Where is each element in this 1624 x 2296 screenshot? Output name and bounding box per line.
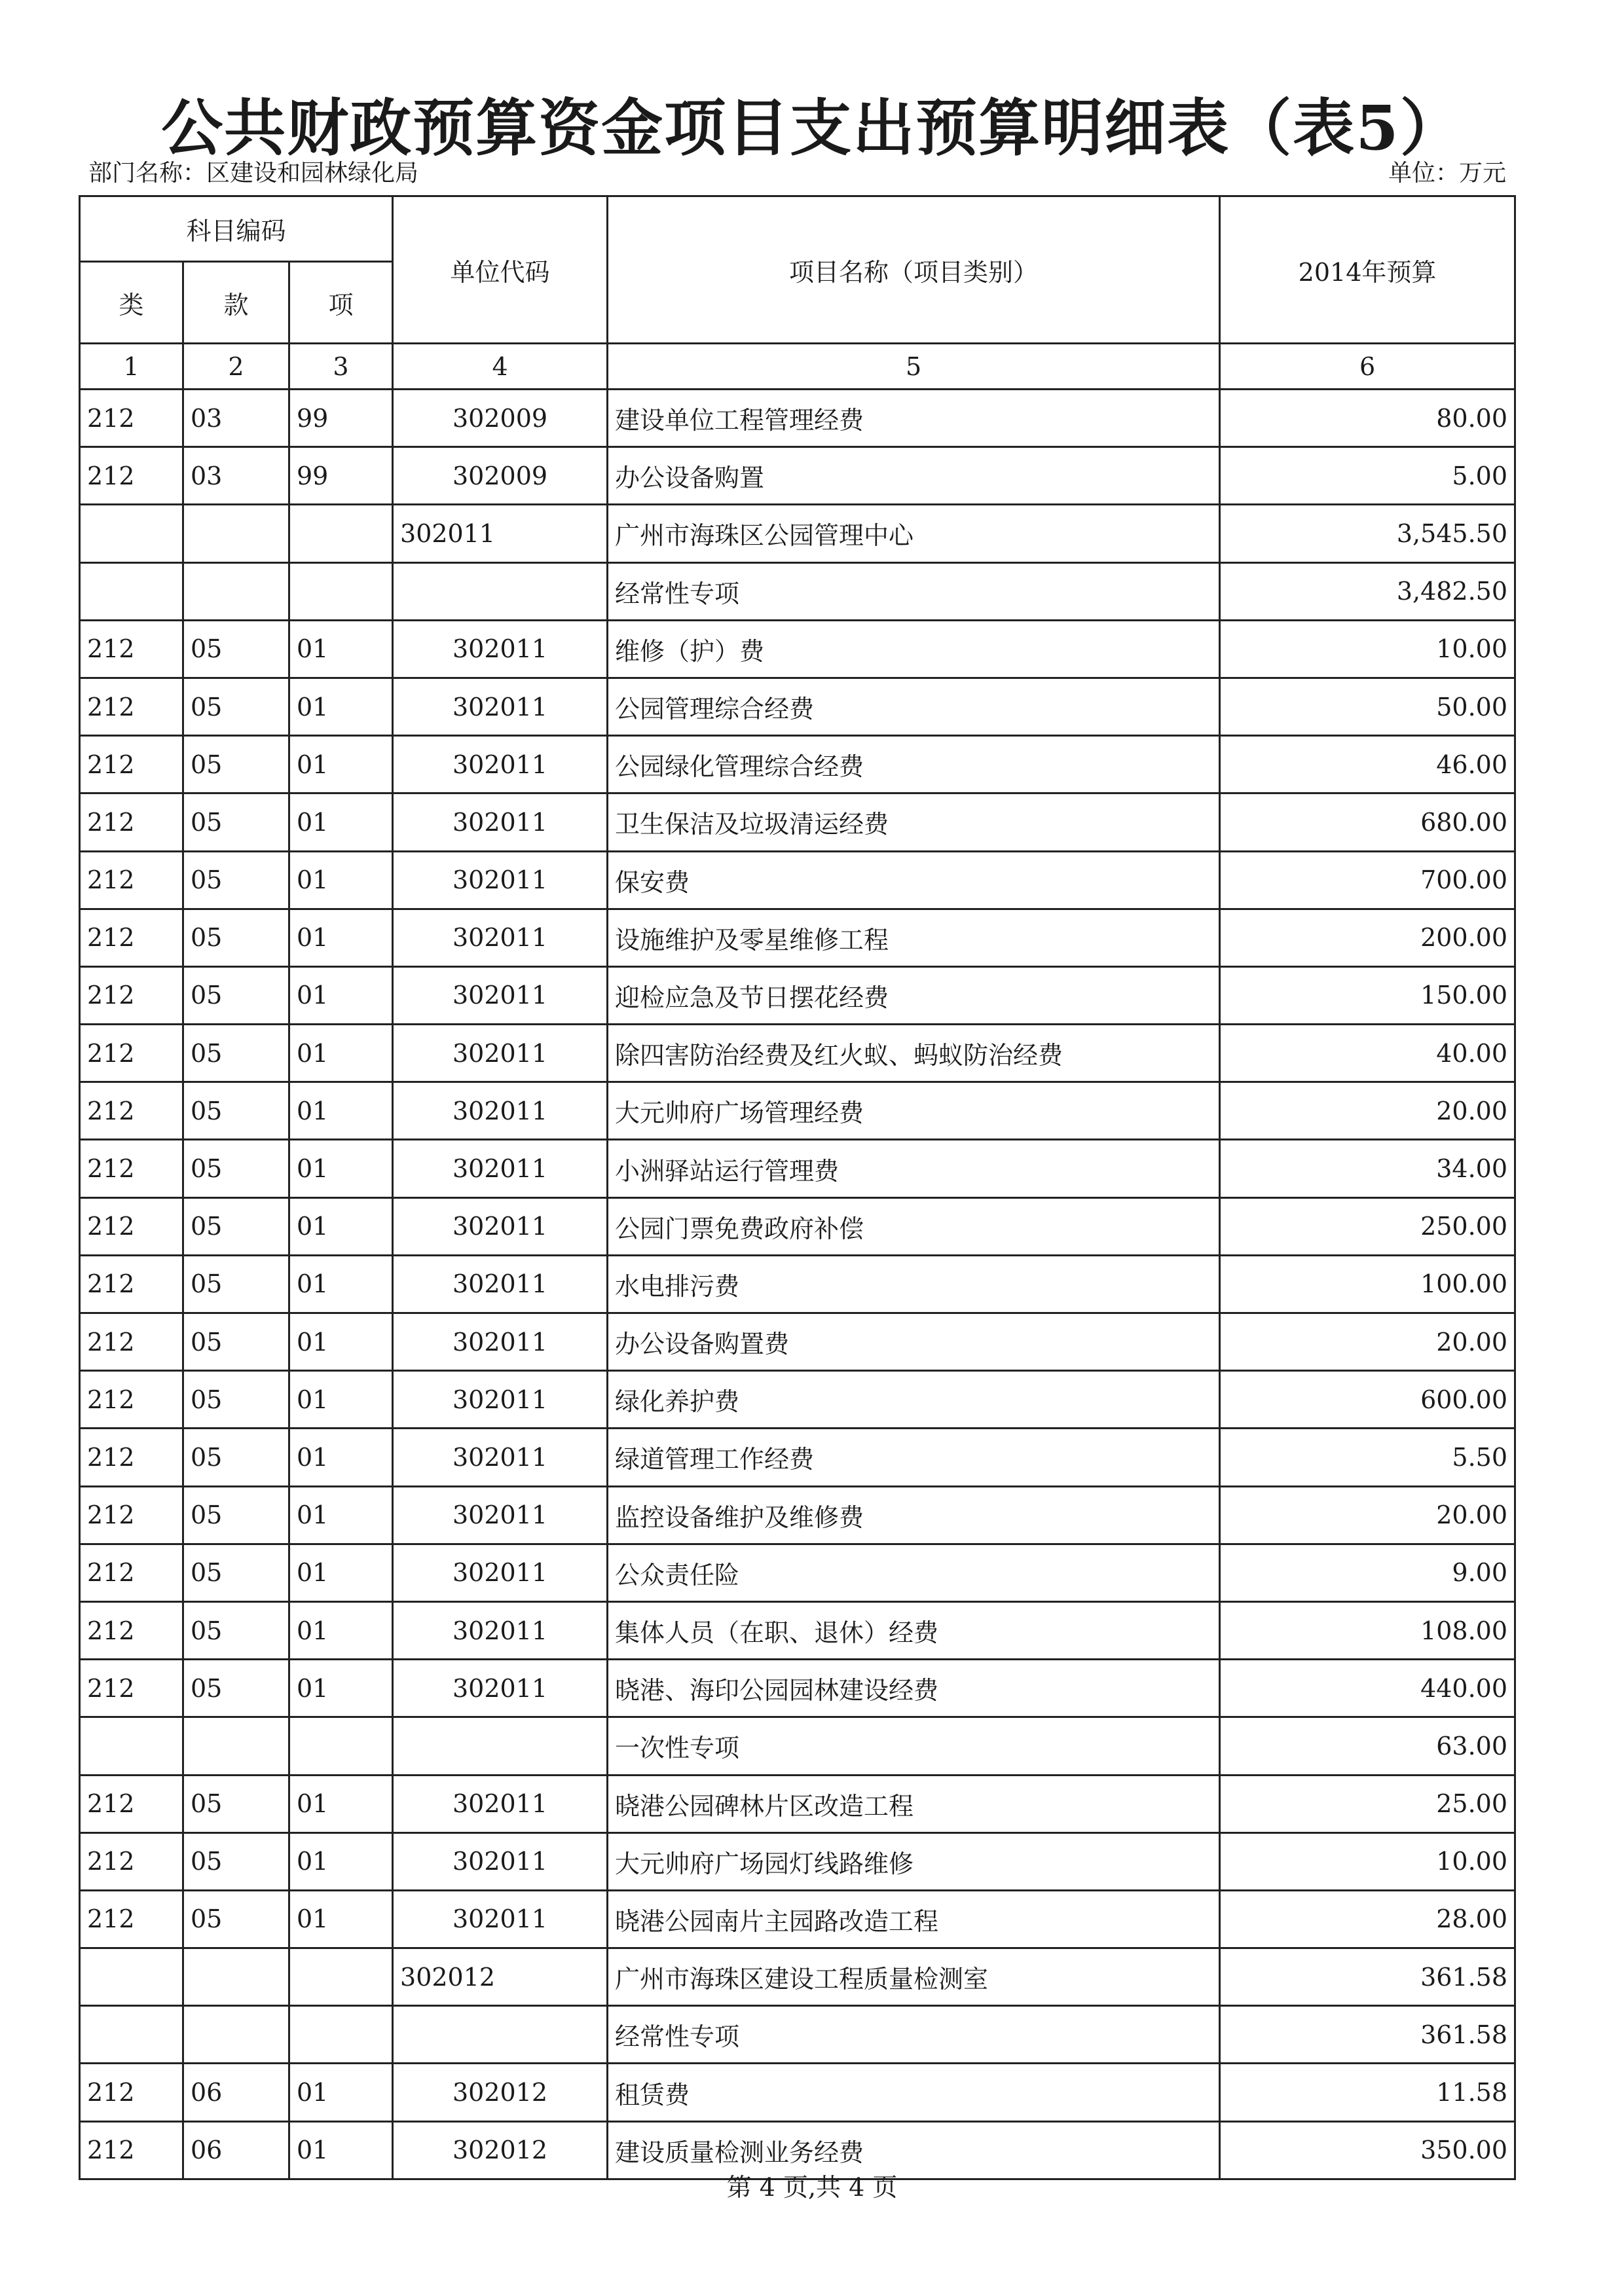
cell-unit-code: 302011 xyxy=(393,505,608,562)
cell-amount: 680.00 xyxy=(1220,793,1515,851)
cell-amount: 100.00 xyxy=(1220,1255,1515,1313)
cell-amount: 108.00 xyxy=(1220,1601,1515,1659)
cell-unit-code: 302011 xyxy=(393,1486,608,1544)
cell-kuan: 05 xyxy=(183,620,289,678)
cell-kuan xyxy=(183,1948,289,2006)
cell-unit-code: 302011 xyxy=(393,793,608,851)
cell-kuan: 05 xyxy=(183,793,289,851)
cell-kuan xyxy=(183,562,289,620)
cell-unit-code: 302011 xyxy=(393,678,608,735)
cell-lei: 212 xyxy=(80,793,183,851)
cell-kuan: 05 xyxy=(183,1660,289,1717)
cell-lei: 212 xyxy=(80,966,183,1024)
table-row xyxy=(80,1313,1515,1371)
cell-project-name: 绿化养护费 xyxy=(608,1371,1220,1429)
cell-amount: 250.00 xyxy=(1220,1197,1515,1255)
cell-xiang: 01 xyxy=(289,2121,393,2179)
cell-kuan: 05 xyxy=(183,678,289,735)
cell-unit-code: 302011 xyxy=(393,1890,608,1948)
cell-lei: 212 xyxy=(80,1197,183,1255)
table-row xyxy=(80,909,1515,966)
table-row xyxy=(80,1140,1515,1197)
cell-xiang: 01 xyxy=(289,2064,393,2121)
cell-amount: 9.00 xyxy=(1220,1544,1515,1601)
cell-unit-code: 302011 xyxy=(393,1429,608,1486)
budget-table xyxy=(79,195,1516,2180)
cell-xiang: 01 xyxy=(289,966,393,1024)
cell-unit-code: 302012 xyxy=(393,2121,608,2179)
cell-unit-code: 302011 xyxy=(393,736,608,793)
cell-amount: 361.58 xyxy=(1220,2006,1515,2064)
table-row xyxy=(80,1832,1515,1890)
header-lei: 类 xyxy=(80,262,183,344)
cell-xiang: 01 xyxy=(289,1775,393,1832)
cell-project-name: 水电排污费 xyxy=(608,1255,1220,1313)
cell-kuan: 05 xyxy=(183,909,289,966)
cell-lei xyxy=(80,2006,183,2064)
cell-kuan: 05 xyxy=(183,1601,289,1659)
cell-xiang: 01 xyxy=(289,678,393,735)
table-row xyxy=(80,1486,1515,1544)
cell-amount: 50.00 xyxy=(1220,678,1515,735)
index-cell: 5 xyxy=(608,344,1220,390)
cell-unit-code: 302011 xyxy=(393,1660,608,1717)
cell-project-name: 办公设备购置 xyxy=(608,447,1220,505)
table-row xyxy=(80,1948,1515,2006)
cell-unit-code: 302011 xyxy=(393,1025,608,1082)
cell-xiang: 01 xyxy=(289,1255,393,1313)
index-cell: 2 xyxy=(183,344,289,390)
table-row xyxy=(80,1197,1515,1255)
cell-project-name: 设施维护及零星维修工程 xyxy=(608,909,1220,966)
cell-kuan: 05 xyxy=(183,1197,289,1255)
cell-kuan: 05 xyxy=(183,1371,289,1429)
cell-kuan: 05 xyxy=(183,1832,289,1890)
index-cell: 4 xyxy=(393,344,608,390)
table-row xyxy=(80,2064,1515,2121)
cell-kuan: 05 xyxy=(183,1313,289,1371)
cell-amount: 10.00 xyxy=(1220,620,1515,678)
cell-lei: 212 xyxy=(80,1371,183,1429)
cell-lei: 212 xyxy=(80,909,183,966)
cell-xiang: 01 xyxy=(289,1890,393,1948)
table-row xyxy=(80,793,1515,851)
cell-project-name: 租赁费 xyxy=(608,2064,1220,2121)
cell-project-name: 除四害防治经费及红火蚁、蚂蚁防治经费 xyxy=(608,1025,1220,1082)
cell-unit-code: 302011 xyxy=(393,1832,608,1890)
header-xiang: 项 xyxy=(289,262,393,344)
cell-project-name: 迎检应急及节日摆花经费 xyxy=(608,966,1220,1024)
header-kuan: 款 xyxy=(183,262,289,344)
cell-kuan: 05 xyxy=(183,1429,289,1486)
cell-xiang xyxy=(289,562,393,620)
cell-project-name: 一次性专项 xyxy=(608,1717,1220,1775)
cell-kuan: 03 xyxy=(183,447,289,505)
cell-unit-code: 302011 xyxy=(393,620,608,678)
cell-lei: 212 xyxy=(80,1082,183,1140)
cell-amount: 3,545.50 xyxy=(1220,505,1515,562)
cell-project-name: 公园管理综合经费 xyxy=(608,678,1220,735)
cell-lei: 212 xyxy=(80,1486,183,1544)
cell-project-name: 集体人员（在职、退休）经费 xyxy=(608,1601,1220,1659)
cell-xiang xyxy=(289,505,393,562)
cell-xiang: 01 xyxy=(289,793,393,851)
cell-xiang: 01 xyxy=(289,1660,393,1717)
cell-unit-code: 302011 xyxy=(393,966,608,1024)
cell-project-name: 晓港、海印公园园林建设经费 xyxy=(608,1660,1220,1717)
cell-project-name: 经常性专项 xyxy=(608,2006,1220,2064)
cell-project-name: 保安费 xyxy=(608,851,1220,909)
cell-kuan: 05 xyxy=(183,736,289,793)
page-title: 公共财政预算资金项目支出预算明细表（表5） xyxy=(161,92,1463,164)
index-cell: 3 xyxy=(289,344,393,390)
cell-amount: 40.00 xyxy=(1220,1025,1515,1082)
table-row xyxy=(80,966,1515,1024)
cell-kuan: 05 xyxy=(183,1255,289,1313)
cell-lei: 212 xyxy=(80,851,183,909)
cell-unit-code: 302011 xyxy=(393,1775,608,1832)
cell-amount: 11.58 xyxy=(1220,2064,1515,2121)
cell-kuan: 05 xyxy=(183,1544,289,1601)
cell-project-name: 建设质量检测业务经费 xyxy=(608,2121,1220,2179)
cell-project-name: 绿道管理工作经费 xyxy=(608,1429,1220,1486)
cell-lei xyxy=(80,1948,183,2006)
cell-xiang: 01 xyxy=(289,1486,393,1544)
cell-kuan: 05 xyxy=(183,1140,289,1197)
cell-kuan: 06 xyxy=(183,2121,289,2179)
cell-unit-code: 302011 xyxy=(393,1255,608,1313)
cell-kuan: 03 xyxy=(183,390,289,447)
cell-lei: 212 xyxy=(80,1140,183,1197)
cell-lei: 212 xyxy=(80,1255,183,1313)
cell-lei: 212 xyxy=(80,736,183,793)
cell-xiang: 99 xyxy=(289,390,393,447)
cell-unit-code: 302009 xyxy=(393,447,608,505)
cell-amount: 5.00 xyxy=(1220,447,1515,505)
cell-amount: 150.00 xyxy=(1220,966,1515,1024)
cell-project-name: 公园绿化管理综合经费 xyxy=(608,736,1220,793)
cell-xiang: 01 xyxy=(289,1197,393,1255)
cell-xiang: 01 xyxy=(289,1429,393,1486)
cell-lei: 212 xyxy=(80,390,183,447)
cell-unit-code: 302012 xyxy=(393,1948,608,2006)
cell-xiang: 01 xyxy=(289,909,393,966)
cell-lei: 212 xyxy=(80,1775,183,1832)
cell-project-name: 小洲驿站运行管理费 xyxy=(608,1140,1220,1197)
cell-amount: 10.00 xyxy=(1220,1832,1515,1890)
cell-unit-code: 302012 xyxy=(393,2064,608,2121)
cell-lei: 212 xyxy=(80,1832,183,1890)
table-row xyxy=(80,1660,1515,1717)
unit-label: 单位：万元 xyxy=(1388,160,1506,187)
cell-kuan xyxy=(183,2006,289,2064)
cell-kuan: 05 xyxy=(183,1486,289,1544)
table-row xyxy=(80,1544,1515,1601)
table-row xyxy=(80,1890,1515,1948)
cell-xiang xyxy=(289,2006,393,2064)
table-row xyxy=(80,678,1515,735)
cell-amount: 600.00 xyxy=(1220,1371,1515,1429)
cell-kuan: 05 xyxy=(183,1082,289,1140)
cell-unit-code: 302011 xyxy=(393,1544,608,1601)
cell-kuan: 05 xyxy=(183,1890,289,1948)
cell-amount: 25.00 xyxy=(1220,1775,1515,1832)
cell-xiang: 01 xyxy=(289,1371,393,1429)
cell-project-name: 经常性专项 xyxy=(608,562,1220,620)
cell-amount: 46.00 xyxy=(1220,736,1515,793)
cell-project-name: 卫生保洁及垃圾清运经费 xyxy=(608,793,1220,851)
header-budget-2014: 2014年预算 xyxy=(1220,196,1515,344)
table-row xyxy=(80,562,1515,620)
cell-amount: 63.00 xyxy=(1220,1717,1515,1775)
cell-lei: 212 xyxy=(80,1890,183,1948)
cell-xiang: 01 xyxy=(289,1832,393,1890)
cell-xiang xyxy=(289,1717,393,1775)
cell-unit-code: 302011 xyxy=(393,1371,608,1429)
table-row xyxy=(80,390,1515,447)
department-name: 部门名称：区建设和园林绿化局 xyxy=(88,160,419,187)
cell-amount: 700.00 xyxy=(1220,851,1515,909)
header-unit-code: 单位代码 xyxy=(393,196,608,344)
cell-lei: 212 xyxy=(80,1544,183,1601)
cell-project-name: 办公设备购置费 xyxy=(608,1313,1220,1371)
cell-kuan: 05 xyxy=(183,851,289,909)
cell-amount: 3,482.50 xyxy=(1220,562,1515,620)
cell-amount: 20.00 xyxy=(1220,1082,1515,1140)
cell-xiang: 01 xyxy=(289,736,393,793)
cell-lei: 212 xyxy=(80,678,183,735)
index-cell: 6 xyxy=(1220,344,1515,390)
cell-amount: 34.00 xyxy=(1220,1140,1515,1197)
cell-unit-code xyxy=(393,1717,608,1775)
cell-project-name: 晓港公园碑林片区改造工程 xyxy=(608,1775,1220,1832)
cell-amount: 20.00 xyxy=(1220,1486,1515,1544)
cell-lei: 212 xyxy=(80,447,183,505)
cell-lei xyxy=(80,1717,183,1775)
cell-unit-code: 302011 xyxy=(393,1140,608,1197)
table-row xyxy=(80,620,1515,678)
cell-project-name: 大元帅府广场管理经费 xyxy=(608,1082,1220,1140)
table-row xyxy=(80,736,1515,793)
cell-lei: 212 xyxy=(80,1601,183,1659)
cell-lei: 212 xyxy=(80,1660,183,1717)
cell-kuan xyxy=(183,505,289,562)
cell-unit-code: 302011 xyxy=(393,851,608,909)
table-row xyxy=(80,1025,1515,1082)
cell-xiang: 01 xyxy=(289,1313,393,1371)
cell-lei xyxy=(80,562,183,620)
cell-project-name: 监控设备维护及维修费 xyxy=(608,1486,1220,1544)
cell-xiang: 01 xyxy=(289,1601,393,1659)
cell-lei: 212 xyxy=(80,2064,183,2121)
table-row xyxy=(80,447,1515,505)
cell-lei: 212 xyxy=(80,1429,183,1486)
cell-xiang: 01 xyxy=(289,620,393,678)
page-footer: 第 4 页,共 4 页 xyxy=(726,2173,898,2202)
cell-amount: 361.58 xyxy=(1220,1948,1515,2006)
cell-amount: 80.00 xyxy=(1220,390,1515,447)
cell-project-name: 建设单位工程管理经费 xyxy=(608,390,1220,447)
cell-unit-code: 302009 xyxy=(393,390,608,447)
cell-project-name: 大元帅府广场园灯线路维修 xyxy=(608,1832,1220,1890)
table-row xyxy=(80,1717,1515,1775)
table-row xyxy=(80,505,1515,562)
cell-project-name: 公园门票免费政府补偿 xyxy=(608,1197,1220,1255)
table-row xyxy=(80,1601,1515,1659)
header-project-name: 项目名称（项目类别） xyxy=(608,196,1220,344)
cell-amount: 20.00 xyxy=(1220,1313,1515,1371)
cell-lei: 212 xyxy=(80,620,183,678)
cell-xiang: 01 xyxy=(289,1140,393,1197)
cell-project-name: 公众责任险 xyxy=(608,1544,1220,1601)
table-row xyxy=(80,1775,1515,1832)
cell-kuan: 05 xyxy=(183,1025,289,1082)
cell-xiang: 99 xyxy=(289,447,393,505)
table-row xyxy=(80,851,1515,909)
cell-project-name: 维修（护）费 xyxy=(608,620,1220,678)
cell-lei: 212 xyxy=(80,1313,183,1371)
table-row xyxy=(80,1429,1515,1486)
cell-project-name: 广州市海珠区公园管理中心 xyxy=(608,505,1220,562)
cell-kuan: 05 xyxy=(183,966,289,1024)
cell-kuan xyxy=(183,1717,289,1775)
cell-unit-code xyxy=(393,562,608,620)
cell-project-name: 广州市海珠区建设工程质量检测室 xyxy=(608,1948,1220,2006)
cell-unit-code: 302011 xyxy=(393,1197,608,1255)
cell-unit-code xyxy=(393,2006,608,2064)
index-cell: 1 xyxy=(80,344,183,390)
cell-xiang: 01 xyxy=(289,1082,393,1140)
cell-kuan: 05 xyxy=(183,1775,289,1832)
cell-unit-code: 302011 xyxy=(393,1313,608,1371)
cell-lei: 212 xyxy=(80,2121,183,2179)
cell-unit-code: 302011 xyxy=(393,1601,608,1659)
table-row xyxy=(80,1371,1515,1429)
header-subject-code: 科目编码 xyxy=(80,196,393,262)
cell-xiang xyxy=(289,1948,393,2006)
cell-project-name: 晓港公园南片主园路改造工程 xyxy=(608,1890,1220,1948)
cell-unit-code: 302011 xyxy=(393,1082,608,1140)
table-row xyxy=(80,1082,1515,1140)
cell-amount: 350.00 xyxy=(1220,2121,1515,2179)
cell-xiang: 01 xyxy=(289,1025,393,1082)
cell-lei xyxy=(80,505,183,562)
cell-unit-code: 302011 xyxy=(393,909,608,966)
cell-lei: 212 xyxy=(80,1025,183,1082)
cell-amount: 5.50 xyxy=(1220,1429,1515,1486)
cell-xiang: 01 xyxy=(289,851,393,909)
table-row xyxy=(80,2006,1515,2064)
table-row xyxy=(80,1255,1515,1313)
cell-xiang: 01 xyxy=(289,1544,393,1601)
cell-amount: 28.00 xyxy=(1220,1890,1515,1948)
cell-amount: 200.00 xyxy=(1220,909,1515,966)
cell-kuan: 06 xyxy=(183,2064,289,2121)
cell-amount: 440.00 xyxy=(1220,1660,1515,1717)
